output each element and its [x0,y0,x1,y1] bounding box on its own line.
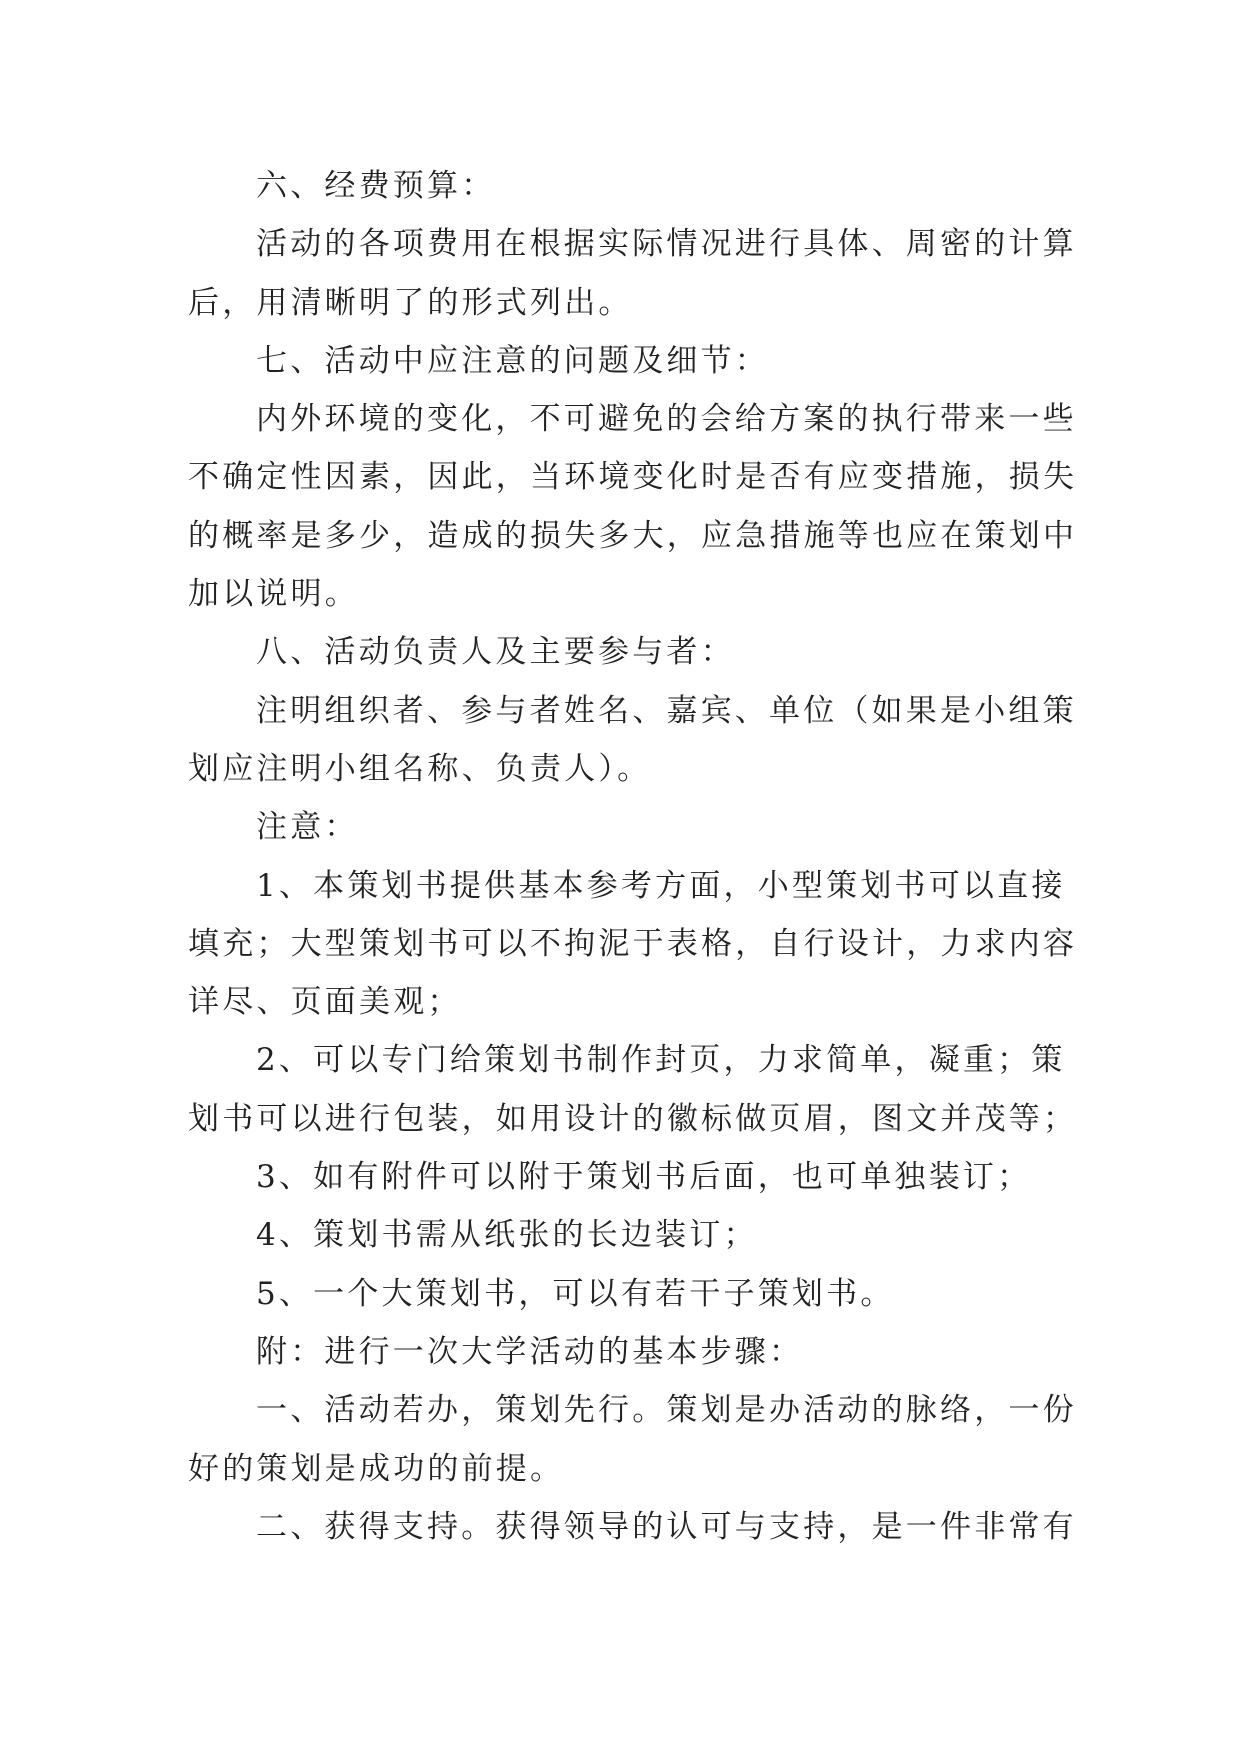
paragraph-environment-cont-3: 加以说明。 [188,576,359,613]
list-item-2: 2、可以专门给策划书制作封页，力求简单，凝重；策 [256,1042,1066,1079]
paragraph-budget: 活动的各项费用在根据实际情况进行具体、周密的计算 [256,226,1077,263]
heading-budget: 六、经费预算： [256,168,496,204]
paragraph-environment-cont-1: 不确定性因素，因此，当环境变化时是否有应变措施，损失 [188,459,1078,496]
step-1: 一、活动若办，策划先行。策划是办活动的脉络，一份 [256,1392,1077,1429]
step-2: 二、获得支持。获得领导的认可与支持，是一件非常有 [256,1508,1077,1545]
heading-responsible-persons: 八、活动负责人及主要参与者： [256,634,735,671]
list-item-1: 1、本策划书提供基本参考方面，小型策划书可以直接 [256,867,1066,904]
list-item-3: 3、如有附件可以附于策划书后面，也可单独装订； [256,1159,1032,1196]
paragraph-environment: 内外环境的变化，不可避免的会给方案的执行带来一些 [256,401,1077,438]
list-item-4: 4、策划书需从纸张的长边装订； [256,1217,758,1254]
list-item-2-cont: 划书可以进行包装，如用设计的徽标做页眉，图文并茂等； [188,1100,1078,1137]
heading-notes-details: 七、活动中应注意的问题及细节： [256,342,769,379]
step-1-cont: 好的策划是成功的前提。 [188,1450,565,1487]
heading-appendix: 附：进行一次大学活动的基本步骤： [256,1333,804,1370]
heading-attention: 注意： [256,809,359,846]
list-item-5: 5、一个大策划书，可以有若干子策划书。 [256,1275,895,1312]
document-body [188,157,1078,1556]
list-item-1-cont-2: 详尽、页面美观； [188,984,462,1021]
paragraph-responsible-cont: 划应注明小组名称、负责人）。 [188,750,652,787]
paragraph-environment-cont-2: 的概率是多少，造成的损失多大，应急措施等也应在策划中 [188,517,1078,554]
paragraph-responsible: 注明组织者、参与者姓名、嘉宾、单位（如果是小组策 [256,692,1077,729]
list-item-1-cont-1: 填充；大型策划书可以不拘泥于表格，自行设计，力求内容 [188,925,1078,962]
paragraph-budget-cont: 后，用清晰明了的形式列出。 [188,284,633,321]
